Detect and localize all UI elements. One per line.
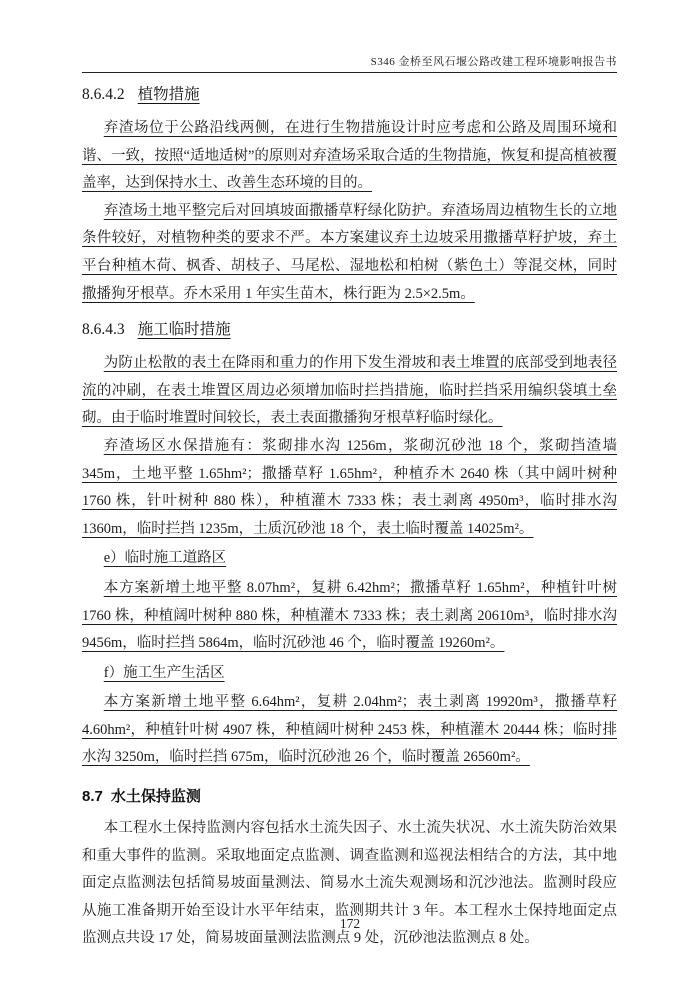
paragraph-soil-water-monitoring: 本工程水土保持监测内容包括水土流失因子、水土流失状况、水土流失防治效果和重大事件的监测。采取地面定点监测、调查监测和巡视法相结合的方法，其中地面定点监测法包括简易坡面量测法、简易水土流失观测场和沉沙池法。监测时段应从施工准备期开始至设计水平年结束，监测期共计 3 年。本工程水土保持地面定点监测点共设 17 处，简易坡面量测法监测点 9 处，沉砂池法监测点 8 处。 [82, 820, 617, 947]
paragraph-plant-measures-2: 弃渣场土地平整完后对回填坡面撒播草籽绿化防护。弃渣场周边植物生长的立地条件较好，对植物种类的要求不严。本方案建议弃土边坡采用撒播草籽护坡，弃土平台种植木荷、枫香、胡枝子、马尾松、湿地松和柏树（紫色土）等混交林，同时撒播狗牙根草。乔木采用 1 年实生苗木，株行距为 2.5×2.5m。 [82, 202, 617, 302]
page-header [82, 54, 617, 73]
paragraph-temp-road-area: 本方案新增土地平整 8.07hm²，复耕 6.42hm²；撒播草籽 1.65hm²，种植针叶树 1760 株，种植阔叶树种 880 株，种植灌木 7333 株；表土剥离 20610m³，临时排水沟 9456m，临时拦挡 5864m，临时沉砂池 46 个，临时覆盖 19260m²。 [82, 579, 617, 652]
header-title: S346 金桥至风石堰公路改建工程环境影响报告书 [370, 56, 617, 68]
section-title: 植物措施 [137, 86, 200, 103]
section-heading-temp-construction [82, 319, 617, 341]
paragraph-temp-construction-2: 弃渣场区水保措施有：浆砌排水沟 1256m，浆砌沉砂池 18 个，浆砌挡渣墙 345m，土地平整 1.65hm²；撒播草籽 1.65hm²，种植乔木 2640 株（其中阔叶树种 1760 株，针叶树种 880 株），种植灌木 7333 株；表土剥离 4950m³，临时排水沟 1360m，临时拦挡 1235m，土质沉砂池 18 个，表土临时覆盖 14025m²。 [82, 437, 617, 537]
page-number: 172 [339, 916, 361, 931]
subheading-construction-living-area: f）施工生产生活区 [103, 664, 225, 681]
section-heading-soil-water-monitoring [82, 785, 617, 809]
section-number: 8.6.4.2 [82, 86, 125, 103]
paragraph-plant-measures-1: 弃渣场位于公路沿线两侧，在进行生物措施设计时应考虑和公路及周围环境和谐、一致，按照“适地适树”的原则对弃渣场采取合适的生物措施，恢复和提高植被覆盖率，达到保持水土、改善生态环境的目的。 [82, 120, 617, 192]
header-rule [82, 72, 617, 73]
section-title: 水土保持监测 [110, 788, 201, 806]
paragraph-temp-construction-1: 为防止松散的表土在降雨和重力的作用下发生滑坡和表土堆置的底部受到地表径流的冲刷，在表土堆置区周边必须增加临时拦挡措施，临时拦挡采用编织袋填土垒砌。由于临时堆置时间较长，表土表面撒播狗牙根草籽临时绿化。 [82, 355, 617, 427]
paragraph-construction-living-area: 本方案新增土地平整 6.64hm²，复耕 2.04hm²；表土剥离 19920m³，撒播草籽 4.60hm²，种植针叶树 4907 株，种植阔叶树种 2453 株，种植灌木 20444 株；临时排水沟 3250m，临时拦挡 675m，临时沉砂池 26 个，临时覆盖 26560m²。 [82, 694, 617, 766]
section-title: 施工临时措施 [137, 321, 231, 339]
section-number: 8.6.4.3 [82, 321, 125, 339]
section-heading-plant-measures [82, 84, 617, 106]
subheading-temp-road-area: e）临时施工道路区 [103, 550, 227, 567]
section-number: 8.7 [82, 788, 103, 806]
